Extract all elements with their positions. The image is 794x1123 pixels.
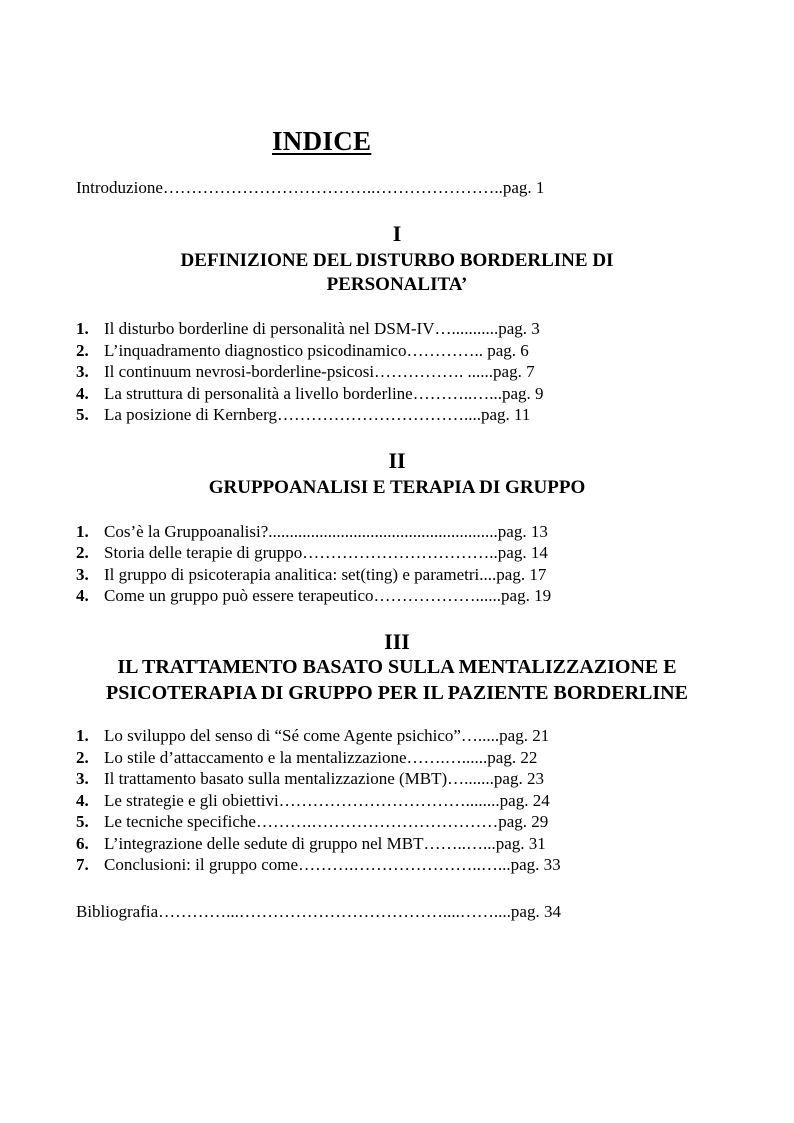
item-text: Il gruppo di psicoterapia analitica: set(ting) e parametri....pag. 17	[104, 565, 547, 584]
item-number: 2.	[76, 341, 89, 360]
item-text: L’inquadramento diagnostico psicodinamico………….. pag. 6	[104, 341, 529, 360]
item-number: 5.	[76, 405, 89, 424]
item-number: 3.	[76, 769, 89, 788]
chapter-3-title	[0, 654, 794, 706]
list-item	[76, 340, 529, 361]
toc-bibliografia: Bibliografia…………...………………………………....……....pag. 34	[76, 902, 561, 921]
list-item	[76, 318, 540, 339]
chapter-2-title-line: GRUPPOANALISI E TERAPIA DI GRUPPO	[208, 477, 586, 498]
item-number: 1.	[76, 319, 89, 338]
list-item	[76, 833, 546, 854]
list-item	[76, 361, 535, 382]
item-text: Le tecniche specifiche……….……………………………pag. 29	[104, 812, 549, 831]
chapter-2-title	[0, 476, 794, 500]
chapter-3-title-line: PSICOTERAPIA DI GRUPPO PER IL PAZIENTE BORDERLINE	[106, 682, 688, 704]
chapter-3-numeral: III	[384, 629, 410, 654]
item-number: 4.	[76, 384, 89, 403]
item-text: L’integrazione delle sedute di gruppo nel MBT……..…...pag. 31	[104, 834, 546, 853]
item-number: 1.	[76, 522, 89, 541]
toc-introduzione: Introduzione………………………………..…………………..pag. 1	[76, 178, 545, 197]
item-text: Il continuum nevrosi-borderline-psicosi……………. ......pag. 7	[104, 362, 535, 381]
chapter-1-numeral: I	[392, 221, 402, 246]
item-text: Lo stile d’attaccamento e la mentalizzazione…….…......pag. 22	[104, 748, 538, 767]
item-text: Lo sviluppo del senso di “Sé come Agente psichico”….....pag. 21	[104, 726, 550, 745]
chapter-3-title-line: IL TRATTAMENTO BASATO SULLA MENTALIZZAZIONE E	[117, 656, 677, 678]
item-number: 3.	[76, 362, 89, 381]
item-text: Le strategie e gli obiettivi……………………………........pag. 24	[104, 791, 550, 810]
list-item	[76, 747, 537, 768]
item-text: La posizione di Kernberg……………………………....pag. 11	[104, 405, 531, 424]
item-number: 1.	[76, 726, 89, 745]
chapter-1-title-line: DEFINIZIONE DEL DISTURBO BORDERLINE DI	[180, 250, 614, 271]
list-item	[76, 790, 550, 811]
item-text: Cos’è la Gruppoanalisi?......................................................pag. 13	[104, 522, 548, 541]
item-number: 6.	[76, 834, 89, 853]
item-text: La struttura di personalità a livello borderline………..…...pag. 9	[104, 384, 544, 403]
item-number: 2.	[76, 543, 89, 562]
chapter-2-numeral: II	[388, 448, 406, 473]
item-text: Il disturbo borderline di personalità nel DSM-IV…...........pag. 3	[104, 319, 540, 338]
item-text: Come un gruppo può essere terapeutico………………......pag. 19	[104, 586, 552, 605]
item-text: Conclusioni: il gruppo come……….…………………..…...pag. 33	[104, 855, 561, 874]
item-text: Il trattamento basato sulla mentalizzazione (MBT)….......pag. 23	[104, 769, 544, 788]
item-number: 5.	[76, 812, 89, 831]
item-text: Storia delle terapie di gruppo……………………………..pag. 14	[104, 543, 548, 562]
list-item	[76, 564, 546, 585]
item-number: 4.	[76, 586, 89, 605]
list-item	[76, 768, 544, 789]
list-item	[76, 585, 551, 606]
item-number: 4.	[76, 791, 89, 810]
list-item	[76, 811, 548, 832]
chapter-1-title	[0, 249, 794, 297]
list-item	[76, 542, 548, 563]
list-item	[76, 404, 530, 425]
list-item	[76, 383, 544, 404]
list-item	[76, 725, 549, 746]
chapter-1-title-line: PERSONALITA’	[326, 274, 468, 295]
item-number: 7.	[76, 855, 89, 874]
item-number: 3.	[76, 565, 89, 584]
item-number: 2.	[76, 748, 89, 767]
list-item	[76, 854, 561, 875]
list-item	[76, 521, 548, 542]
page-title: INDICE	[272, 126, 372, 156]
